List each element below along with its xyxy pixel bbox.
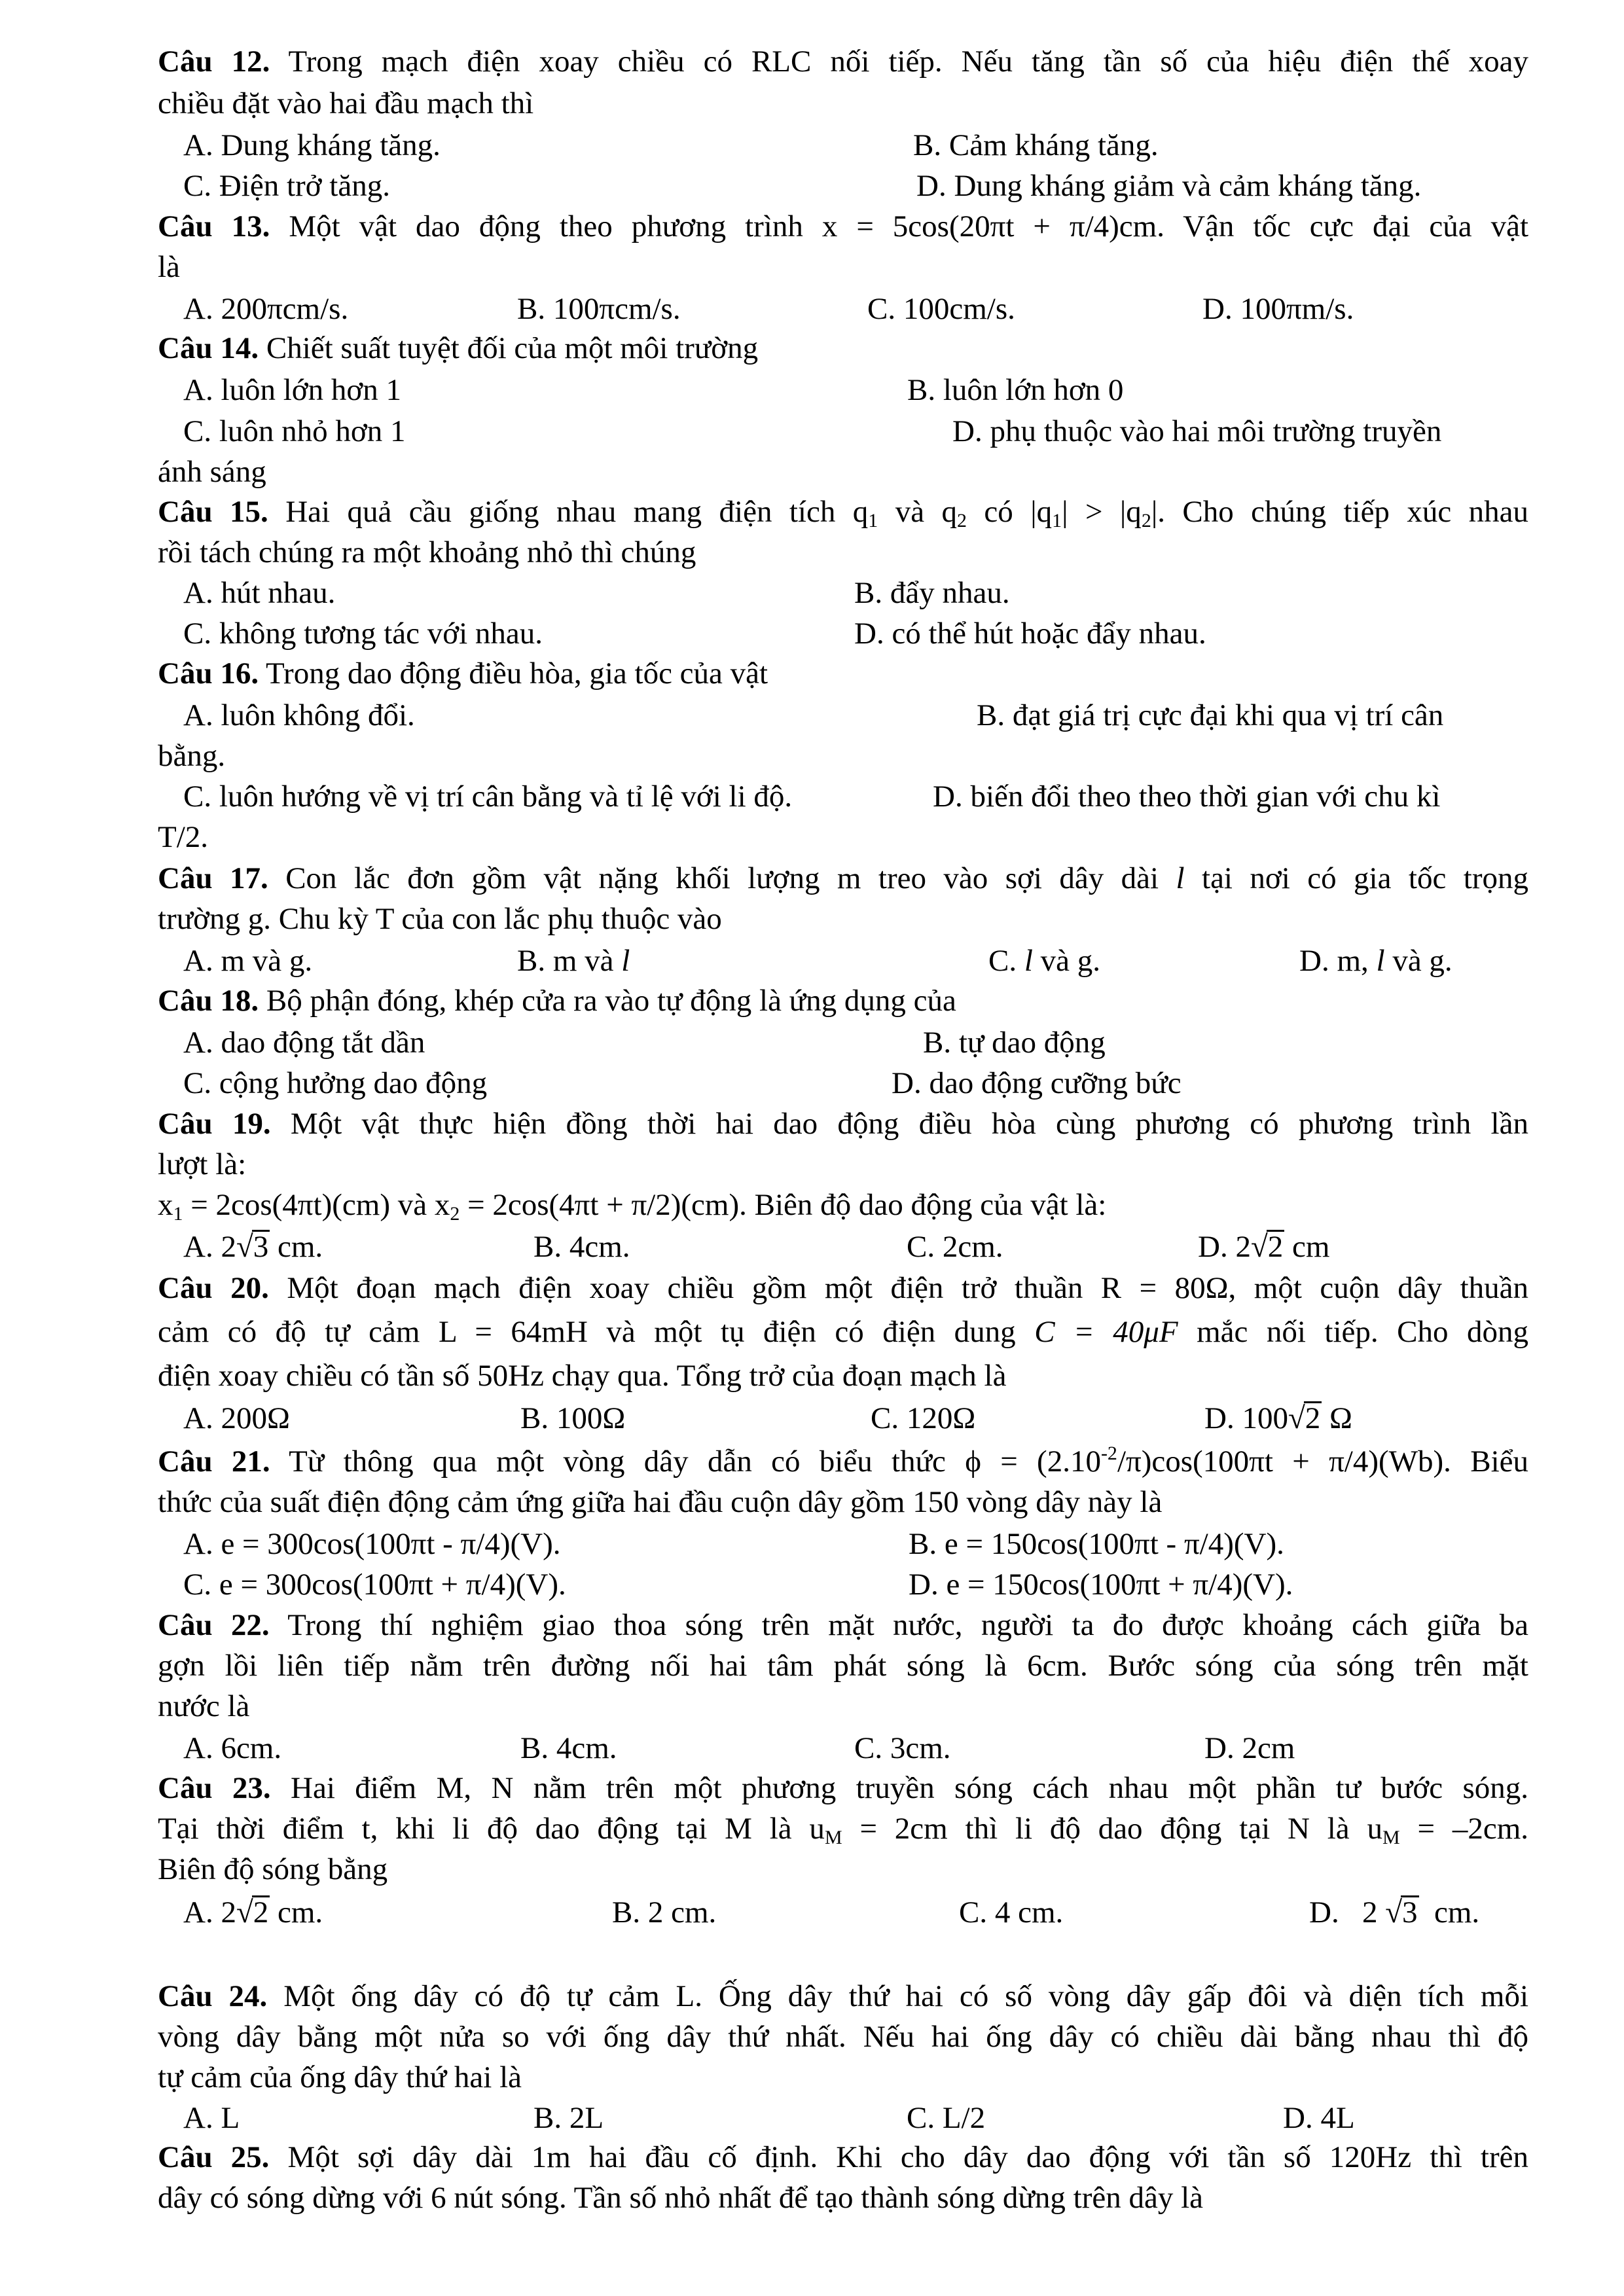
q23-stem-line2 bbox=[158, 1808, 1528, 1850]
q17-stem1b: tại nơi có gia tốc trọng bbox=[1184, 861, 1528, 895]
q19-option-a[interactable] bbox=[183, 1226, 323, 1268]
q15-stem1c: có |q bbox=[967, 495, 1053, 529]
q17-option-d-symbol: l bbox=[1376, 944, 1385, 978]
q20-option-d[interactable] bbox=[1204, 1397, 1352, 1439]
q16-option-b-cont: bằng. bbox=[158, 739, 226, 773]
q16-option-c[interactable]: C. luôn hướng về vị trí cân bằng và tỉ lệ với li độ. bbox=[183, 780, 793, 814]
q15-option-c[interactable]: C. không tương tác với nhau. bbox=[183, 617, 543, 651]
q23-option-d-radicand: 3 bbox=[1402, 1895, 1418, 1929]
q15-option-a[interactable]: A. hút nhau. bbox=[183, 576, 336, 610]
q15-stem1e: |. Cho chúng tiếp xúc nhau bbox=[1151, 495, 1529, 529]
q23-option-d-prefix: D. 2 bbox=[1309, 1895, 1386, 1929]
q17-length-symbol: l bbox=[1176, 861, 1185, 895]
q18-stem-line1 bbox=[158, 980, 956, 1022]
q14-option-d-cont: ánh sáng bbox=[158, 455, 266, 489]
q21-option-c[interactable]: C. e = 300cos(100πt + π/4)(V). bbox=[183, 1568, 566, 1602]
q22-option-a[interactable]: A. 6cm. bbox=[183, 1731, 282, 1765]
q12-stem-line2: chiều đặt vào hai đầu mạch thì bbox=[158, 86, 534, 120]
q23-option-a-suffix: cm. bbox=[270, 1895, 323, 1929]
q20-option-d-prefix: D. 100 bbox=[1204, 1401, 1288, 1435]
q19-option-d-suffix: cm bbox=[1284, 1230, 1330, 1264]
q12-option-a[interactable]: A. Dung kháng tăng. bbox=[183, 128, 441, 162]
q14-stem-line1 bbox=[158, 327, 758, 369]
q15-stem1d: | > |q bbox=[1062, 495, 1142, 529]
q19-option-d-prefix: D. 2 bbox=[1198, 1230, 1251, 1264]
q19-stem-line2: lượt là: bbox=[158, 1147, 247, 1181]
q20-option-a[interactable]: A. 200Ω bbox=[183, 1401, 290, 1435]
q22-option-d[interactable]: D. 2cm bbox=[1204, 1731, 1295, 1765]
q17-option-d-text: và g. bbox=[1384, 944, 1453, 978]
q17-option-c-text: và g. bbox=[1032, 944, 1101, 978]
q13-option-c[interactable]: C. 100cm/s. bbox=[867, 292, 1015, 326]
q24-label: Câu 24. bbox=[158, 1979, 268, 2013]
q24-stem-line3: tự cảm của ống dây thứ hai là bbox=[158, 2060, 522, 2094]
q14-label: Câu 14. bbox=[158, 331, 259, 365]
q20-option-d-suffix: Ω bbox=[1322, 1401, 1352, 1435]
q24-stem-line1 bbox=[158, 1975, 1528, 2017]
q15-label: Câu 15. bbox=[158, 495, 268, 529]
q15-stem-line1 bbox=[158, 491, 1528, 533]
q13-option-d[interactable]: D. 100πm/s. bbox=[1202, 292, 1354, 326]
q15-stem1b: và q bbox=[878, 495, 957, 529]
q23-sub1: M bbox=[824, 1827, 842, 1848]
q14-option-a[interactable]: A. luôn lớn hơn 1 bbox=[183, 373, 402, 407]
q15-stem-line2: rồi tách chúng ra một khoảng nhỏ thì chúng bbox=[158, 535, 696, 569]
q13-stem-line2: là bbox=[158, 250, 180, 284]
q19-option-a-prefix: A. 2 bbox=[183, 1230, 236, 1264]
q12-option-c[interactable]: C. Điện trở tăng. bbox=[183, 169, 390, 203]
q23-stem2b: = 2cm thì li độ dao động tại N là u bbox=[842, 1812, 1382, 1846]
q19-eq-sub2: 2 bbox=[450, 1203, 460, 1225]
q20-stem-line3: điện xoay chiều có tần số 50Hz chạy qua. Tổng trở của đoạn mạch là bbox=[158, 1359, 1007, 1393]
q12-stem-line1 bbox=[158, 41, 1528, 82]
q23-stem-line1 bbox=[158, 1767, 1528, 1809]
q21-stem-line1 bbox=[158, 1441, 1528, 1482]
q16-option-a[interactable]: A. luôn không đổi. bbox=[183, 698, 415, 732]
q22-label: Câu 22. bbox=[158, 1608, 270, 1642]
q19-equation bbox=[158, 1184, 1106, 1226]
q14-stem1: Chiết suất tuyệt đối của một môi trường bbox=[266, 331, 759, 365]
q13-label: Câu 13. bbox=[158, 209, 270, 243]
q15-stem1a: Hai quả cầu giống nhau mang điện tích q bbox=[285, 495, 869, 529]
q19-eq-c: = 2cos(4πt + π/2)(cm). Biên độ dao động của vật là: bbox=[460, 1188, 1107, 1222]
q21-exponent: -2 bbox=[1100, 1443, 1117, 1464]
q13-option-b[interactable]: B. 100πcm/s. bbox=[517, 292, 681, 326]
q19-eq-sub1: 1 bbox=[173, 1203, 183, 1225]
q21-stem1b: /π)cos(100πt + π/4)(Wb). Biểu bbox=[1117, 1444, 1528, 1479]
q19-option-a-radicand: 3 bbox=[253, 1230, 269, 1264]
q17-option-d-prefix: D. m, bbox=[1299, 944, 1377, 978]
q23-stem2c: = –2cm. bbox=[1399, 1812, 1529, 1846]
q23-option-a-radicand: 2 bbox=[253, 1895, 269, 1929]
q12-option-d[interactable]: D. Dung kháng giảm và cảm kháng tăng. bbox=[916, 169, 1422, 203]
q19-label: Câu 19. bbox=[158, 1107, 271, 1141]
q20-capacitance-formula: C = 40μF bbox=[1034, 1315, 1178, 1349]
q22-stem-line3: nước là bbox=[158, 1689, 250, 1723]
q23-stem-line3: Biên độ sóng bằng bbox=[158, 1852, 388, 1886]
q19-eq-b: = 2cos(4πt)(cm) và x bbox=[183, 1188, 450, 1222]
q17-option-b[interactable] bbox=[517, 940, 630, 982]
q14-option-c[interactable]: C. luôn nhỏ hơn 1 bbox=[183, 414, 406, 448]
q20-option-d-radicand: 2 bbox=[1305, 1401, 1321, 1435]
q19-stem-line1 bbox=[158, 1103, 1528, 1145]
q15-sub4: 2 bbox=[1141, 510, 1151, 531]
q13-stem1: Một vật dao động theo phương trình x = 5cos(20πt + π/4)cm. Vận tốc cực đại của vật bbox=[289, 209, 1528, 243]
q23-stem1: Hai điểm M, N nằm trên một phương truyền sóng cách nhau một phần tư bước sóng. bbox=[291, 1771, 1528, 1805]
q19-option-b[interactable]: B. 4cm. bbox=[533, 1230, 630, 1264]
q17-stem1a: Con lắc đơn gồm vật nặng khối lượng m treo vào sợi dây dài bbox=[285, 861, 1176, 895]
sqrt-icon: √ bbox=[236, 1230, 253, 1264]
q20-stem-line1 bbox=[158, 1267, 1528, 1309]
q24-stem1: Một ống dây có độ tự cảm L. Ống dây thứ hai có số vòng dây gấp đôi và diện tích mỗi bbox=[283, 1979, 1529, 2013]
q15-sub1: 1 bbox=[868, 510, 878, 531]
q21-option-d[interactable]: D. e = 150cos(100πt + π/4)(V). bbox=[909, 1568, 1293, 1602]
q13-stem-line1 bbox=[158, 206, 1528, 247]
q24-option-b[interactable]: B. 2L bbox=[533, 2101, 604, 2135]
sqrt-icon: √ bbox=[1250, 1230, 1268, 1264]
q17-stem-line1 bbox=[158, 857, 1528, 899]
q22-stem-line1 bbox=[158, 1604, 1528, 1646]
q18-option-b[interactable]: B. tự dao động bbox=[923, 1026, 1106, 1060]
q19-stem1: Một vật thực hiện đồng thời hai dao động điều hòa cùng phương có phương trình lần bbox=[290, 1107, 1528, 1141]
q14-option-d[interactable]: D. phụ thuộc vào hai môi trường truyền bbox=[952, 414, 1442, 448]
q23-option-d[interactable] bbox=[1309, 1892, 1479, 1933]
q15-sub2: 2 bbox=[957, 510, 967, 531]
q18-stem1: Bộ phận đóng, khép cửa ra vào tự động là ứng dụng của bbox=[266, 984, 956, 1018]
q22-option-c[interactable]: C. 3cm. bbox=[854, 1731, 951, 1765]
q20-stem2a: cảm có độ tự cảm L = 64mH và một tụ điện có điện dung bbox=[158, 1315, 1035, 1349]
q16-option-b[interactable]: B. đạt giá trị cực đại khi qua vị trí cân bbox=[977, 698, 1444, 732]
q23-option-a[interactable] bbox=[183, 1892, 323, 1933]
q17-option-c[interactable] bbox=[988, 940, 1100, 982]
q17-option-b-symbol: l bbox=[621, 944, 630, 978]
q24-option-c[interactable]: C. L/2 bbox=[907, 2101, 986, 2135]
q19-option-a-suffix: cm. bbox=[270, 1230, 323, 1264]
q23-sub2: M bbox=[1382, 1827, 1400, 1848]
q20-stem1: Một đoạn mạch điện xoay chiều gồm một điện trở thuần R = 80Ω, một cuộn dây thuần bbox=[287, 1271, 1529, 1305]
q18-option-d[interactable]: D. dao động cưỡng bức bbox=[892, 1066, 1182, 1100]
q20-stem2b: mắc nối tiếp. Cho dòng bbox=[1178, 1315, 1528, 1349]
q19-option-d-radicand: 2 bbox=[1267, 1230, 1284, 1264]
q18-option-c[interactable]: C. cộng hưởng dao động bbox=[183, 1066, 488, 1100]
q19-eq-a: x bbox=[158, 1188, 173, 1222]
q17-option-b-text: B. m và bbox=[517, 944, 622, 978]
q18-label: Câu 18. bbox=[158, 984, 259, 1018]
q16-option-d-cont: T/2. bbox=[158, 820, 209, 854]
q20-option-c[interactable]: C. 120Ω bbox=[871, 1401, 976, 1435]
q17-label: Câu 17. bbox=[158, 861, 268, 895]
q12-option-b[interactable]: B. Cảm kháng tăng. bbox=[913, 128, 1159, 162]
q12-label: Câu 12. bbox=[158, 45, 270, 79]
sqrt-icon: √ bbox=[1288, 1401, 1305, 1435]
q20-stem-line2 bbox=[158, 1311, 1528, 1353]
q17-option-c-prefix: C. bbox=[988, 944, 1024, 978]
sqrt-icon: √ bbox=[236, 1895, 253, 1929]
q21-option-a[interactable]: A. e = 300cos(100πt - π/4)(V). bbox=[183, 1527, 561, 1561]
q22-stem-line2: gợn lồi liên tiếp nằm trên đường nối hai tâm phát sóng là 6cm. Bước sóng của sóng trên mặt bbox=[158, 1649, 1528, 1683]
q23-stem2a: Tại thời điểm t, khi li độ dao động tại M là u bbox=[158, 1812, 825, 1846]
q22-option-b[interactable]: B. 4cm. bbox=[520, 1731, 617, 1765]
q25-label: Câu 25. bbox=[158, 2140, 270, 2174]
q22-stem1: Trong thí nghiệm giao thoa sóng trên mặt nước, người ta đo được khoảng cách giữa ba bbox=[287, 1608, 1528, 1642]
q16-label: Câu 16. bbox=[158, 656, 259, 691]
q25-stem-line2: dây có sóng dừng với 6 nút sóng. Tần số nhỏ nhất để tạo thành sóng dừng trên dây là bbox=[158, 2181, 1203, 2215]
q25-stem-line1 bbox=[158, 2136, 1528, 2178]
q21-stem1a: Từ thông qua một vòng dây dẫn có biểu thức ϕ = (2.10 bbox=[289, 1444, 1101, 1479]
q19-option-c[interactable]: C. 2cm. bbox=[907, 1230, 1003, 1264]
q18-option-a[interactable]: A. dao động tắt dần bbox=[183, 1026, 425, 1060]
q24-option-d[interactable]: D. 4L bbox=[1283, 2101, 1355, 2135]
q21-option-b[interactable]: B. e = 150cos(100πt - π/4)(V). bbox=[909, 1527, 1284, 1561]
q16-option-d[interactable]: D. biến đổi theo theo thời gian với chu kì bbox=[933, 780, 1441, 814]
q23-option-a-prefix: A. 2 bbox=[183, 1895, 236, 1929]
q20-option-b[interactable]: B. 100Ω bbox=[520, 1401, 626, 1435]
q15-option-b[interactable]: B. đẩy nhau. bbox=[854, 576, 1010, 610]
q20-label: Câu 20. bbox=[158, 1271, 269, 1305]
q16-stem1: Trong dao động điều hòa, gia tốc của vật bbox=[266, 656, 768, 691]
q17-option-a[interactable]: A. m và g. bbox=[183, 944, 313, 978]
q17-stem-line2: trường g. Chu kỳ T của con lắc phụ thuộc vào bbox=[158, 902, 722, 936]
q21-label: Câu 21. bbox=[158, 1444, 270, 1479]
q23-label: Câu 23. bbox=[158, 1771, 271, 1805]
sqrt-icon: √ bbox=[1385, 1895, 1402, 1929]
q24-stem-line2: vòng dây bằng một nửa so với ống dây thứ nhất. Nếu hai ống dây có chiều dài bằng nhau thì độ bbox=[158, 2020, 1528, 2054]
q14-option-b[interactable]: B. luôn lớn hơn 0 bbox=[907, 373, 1124, 407]
q23-option-b[interactable]: B. 2 cm. bbox=[612, 1895, 717, 1929]
q17-option-c-symbol: l bbox=[1024, 944, 1033, 978]
q15-sub3: 1 bbox=[1052, 510, 1062, 531]
q23-option-c[interactable]: C. 4 cm. bbox=[959, 1895, 1064, 1929]
q19-option-d[interactable] bbox=[1198, 1226, 1329, 1268]
q23-option-d-suffix: cm. bbox=[1418, 1895, 1480, 1929]
q16-stem-line1 bbox=[158, 653, 768, 694]
q13-option-a[interactable]: A. 200πcm/s. bbox=[183, 292, 349, 326]
q17-option-d[interactable] bbox=[1299, 940, 1453, 982]
q25-stem1: Một sợi dây dài 1m hai đầu cố định. Khi cho dây dao động với tần số 120Hz thì trên bbox=[287, 2140, 1529, 2174]
q15-option-d[interactable]: D. có thể hút hoặc đẩy nhau. bbox=[854, 617, 1206, 651]
q12-stem1: Trong mạch điện xoay chiều có RLC nối tiếp. Nếu tăng tần số của hiệu điện thế xoay bbox=[288, 45, 1528, 79]
q24-option-a[interactable]: A. L bbox=[183, 2101, 240, 2135]
q21-stem-line2: thức của suất điện động cảm ứng giữa hai đầu cuộn dây gồm 150 vòng dây này là bbox=[158, 1485, 1163, 1519]
